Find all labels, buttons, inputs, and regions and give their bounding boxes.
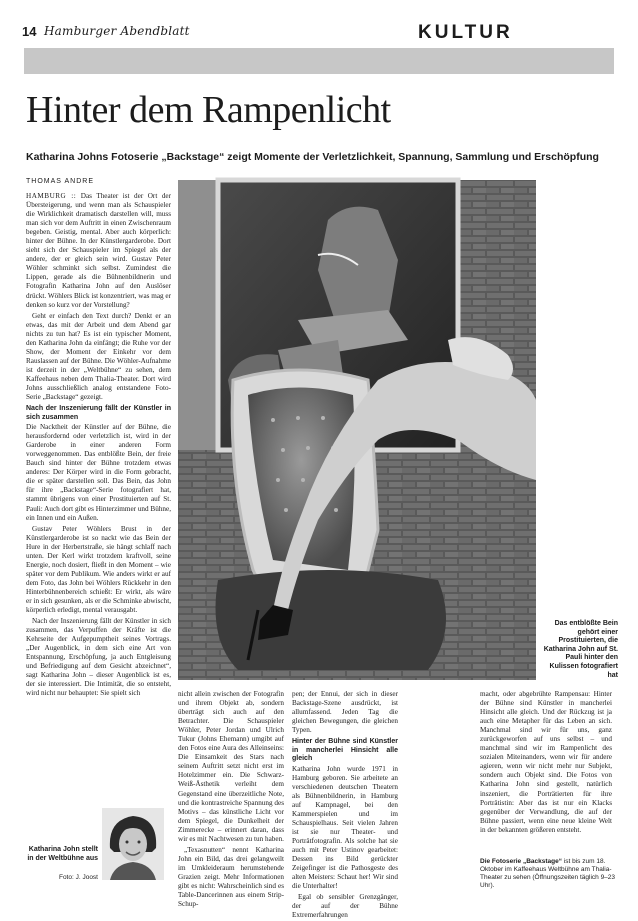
subheading: Nach der Inszenierung fällt der Künstler in sich zusammen (26, 405, 171, 421)
portrait-illustration (102, 808, 164, 880)
paragraph: Gustav Peter Wöhlers Brust in der Künstlergarderobe ist so nackt wie das Bein der Hure in der Herbertstraße, sie hängt schlaff nach unten. Der Kerl wirkt trotzdem kraftvoll, seine Energie, noch dosiert, fließt in den Moment – wie später vor dem Publikum. Wie anders wirkt er auf dem Foto, das John bei Wöhlers Rückkehr in den Hinterbühnenbereich schießt: Er wirkt, als wäre er in sich gesunken, als er die Schminke abwischt, körperlich erledigt, mental verausgabt. (26, 524, 171, 615)
paragraph: Die Nacktheit der Künstler auf der Bühne, die herausfordernd oder verletzlich ist, wird in der Garderobe in einer anderen Form vorweggenommen. Das entblößte Bein, der freie Bauch sind hinter der Bühne trotzdem etwas anderes: Der Körper wird in die Form gebracht, die er später darstellen soll. Das Bein, das John für ihre „Backstage“-Serie fotografiert hat, stammt übrigens von einer Prostituierten auf St. Pauli: Auch dort gibt es Hinterzimmer und Bühne, ein Innen und ein Außen. (26, 423, 171, 522)
author-byline: THOMAS ANDRE (26, 178, 95, 185)
paragraph: macht, oder abgebrühte Rampensau: Hinter der Bühne sind Künstler in mancherlei Hinsicht alle gleich. Und der Rückzug ist ja auch eine Metapher für das Leben an sich. Manchmal sind wir für uns, ganz zurückgeworfen auf uns selbst – und manchmal sind wir im Rampenlicht des sozialen Miteinanders, wenn wir für andere agieren, wenn wir nicht mehr nur Subjekt, sondern auch Objekt sind. Die Fotos von Katharina John sind gestellt, natürlich inszeniert, die Porträtierten für ihre Porträtistin: Aber das ist nur ein Klacks gegenüber der Verwandlung, die auf der Bühne passiert, wenn eine neue kleine Welt in der bekannten größeren entsteht. (480, 690, 612, 834)
article-column-1 (26, 192, 171, 776)
article-column-3 (292, 690, 398, 920)
paragraph: Egal ob sensibler Grenzgänger, der auf der Bühne Extremerfahrungen (292, 893, 398, 920)
paragraph: Katharina John wurde 1971 in Hamburg geboren. Sie arbeitete an verschiedenen deutschen Theatern als Bühnenbildnerin, in Hamburg auf Kampnagel, bei den Kammerspielen und im Schauspielhaus. Seit vielen Jahren ist sie nur Theater- und Porträtfotografin. Als solche hat sie auch mit Peter Ustinov gearbeitet: Dessen ins Bild gerückter Zeigefinger ist die Pathosgeste des alten Meisters: Schaut her! Wir sind die Unterhalter! (292, 764, 398, 891)
header-gray-bar (24, 48, 614, 74)
portrait-credit: Foto: J. Joost (58, 874, 98, 881)
paragraph: „Texasnutten“ nennt Katharina John ein Bild, das drei gelangweilt im Umkleideraum herumstehende Grazien zeigt. Mehr Informationen gibt es nicht: Wahrscheinlich sind es Table-Dancerinnen aus einem Strip-Schup- (178, 845, 284, 909)
paragraph: pen; der Ennui, der sich in dieser Backstage-Szene ausdrückt, ist allumfassend. Jeden Tag die gleichen Bewegungen, die gleichen Typen. (292, 690, 398, 735)
backstage-photo (178, 180, 536, 680)
photo-illustration (178, 180, 536, 680)
article-title: Hinter dem Rampenlicht (26, 89, 391, 131)
subheading: Hinter der Bühne sind Künstler in mancherlei Hinsicht alle gleich (292, 738, 398, 763)
article-subtitle: Katharina Johns Fotoserie „Backstage“ zeigt Momente der Verletzlichkeit, Spannung, Sammlung und Erschöpfung (26, 151, 599, 163)
section-label: KULTUR (418, 22, 513, 43)
paragraph: Das Theater ist der Ort der Übersteigerung, und wenn man als Schauspieler die Wirklichkeit dramatisch darstellen will, muss man sich vor dem Auftritt in einen Zwischenraum begeben. Geistig, mental. Aber auch körperlich: hinter der Bühne. In der Künstlergarderobe. Dort sieht sich der Schauspieler im Spiegel als der andere, der er gleich sein wird. Gustav Peter Wöhler schminkt sich selbst. Zumindest die Lippen, gerade als die Bühnenbildnerin und Fotografin Katharina John auf den Auslöser drückt. Wöhlers Blick ist konzentriert, was mag er denken so kurz vor der Vorstellung? (26, 192, 171, 309)
exhibition-info (480, 858, 620, 890)
paragraph: Geht er einfach den Text durch? Denkt er an etwas, das mit der Arbeit und dem Abend gar nichts zu tun hat? Es ist ein typischer Moment, den Katharina John da einfängt; die Ruhe vor der Show, der Moment der Einkehr vor dem Rauslassen auf der Bühne. Die Wöhler-Aufnahme ist derzeit in der „Weltbühne“ zu sehen, dem Kaffeehaus neben dem Thalia-Theater. Dort wird Johns ausschließlich analog entstandene Foto-Serie „Backstage“ gezeigt. (26, 311, 171, 402)
photo-caption: Das entblößte Bein gehört einer Prostituierten, die Katharina John auf St. Pauli hinter den Kulissen fotografiert hat (543, 620, 618, 679)
info-text: ist bis zum 18. Oktober im Kaffeehaus Weltbühne am Thalia-Theater zu sehen (Öffnungszeiten täglich 9–23 Uhr). (480, 858, 616, 889)
article-column-4 (480, 690, 612, 854)
article-column-2 (178, 690, 284, 909)
paragraph: Nach der Inszenierung fällt der Künstler in sich zusammen, das Verpuffen der Kräfte ist die Kehrseite der Aufgepumptheit seines Vortrags. „Der Augenblick, in dem sich eine Art von Entspannung, Erschöpfung, ja auch Entgleisung und Befriedigung auf dem Gesicht abzeichnet“, sagt Katharina John – dieser Augenblick ist es, der sie interessiert. Die Intimität, die so entsteht, wird nicht nur behauptet: Sie spielt sich (26, 617, 171, 698)
portrait-caption: Katharina John stellt in der Weltbühne aus (27, 846, 98, 862)
newspaper-name: Hamburger Abendblatt (44, 24, 190, 38)
page-number: 14 (22, 24, 37, 39)
info-lead: Die Fotoserie „Backstage“ (480, 858, 563, 865)
paragraph: nicht allein zwischen der Fotografin und ihrem Objekt ab, sondern überträgt sich auch auf den Betrachter. Die Schauspieler Wöhler, Peter Jordan und Ulrich Tukur (Johns Ehemann) umgibt auf den Fotos eine Aura des Alleinseins: Die Einsamkeit des Stars nach seinem Auftritt setzt nicht erst im Hotelzimmer ein. Die Schwarz-Weiß-Ästhetik verleiht dem Gegenstand eine überzeitliche Note, und die kontrastreiche Spannung des Motivs – das künstliche Licht vor dem Spiegel, die Dunkelheit der Zimmerecke – erinnert daran, dass wir es mit Nachtwesen zu tun haben. (178, 690, 284, 843)
dateline: HAMBURG :: (26, 192, 77, 200)
portrait-photo (102, 808, 164, 880)
